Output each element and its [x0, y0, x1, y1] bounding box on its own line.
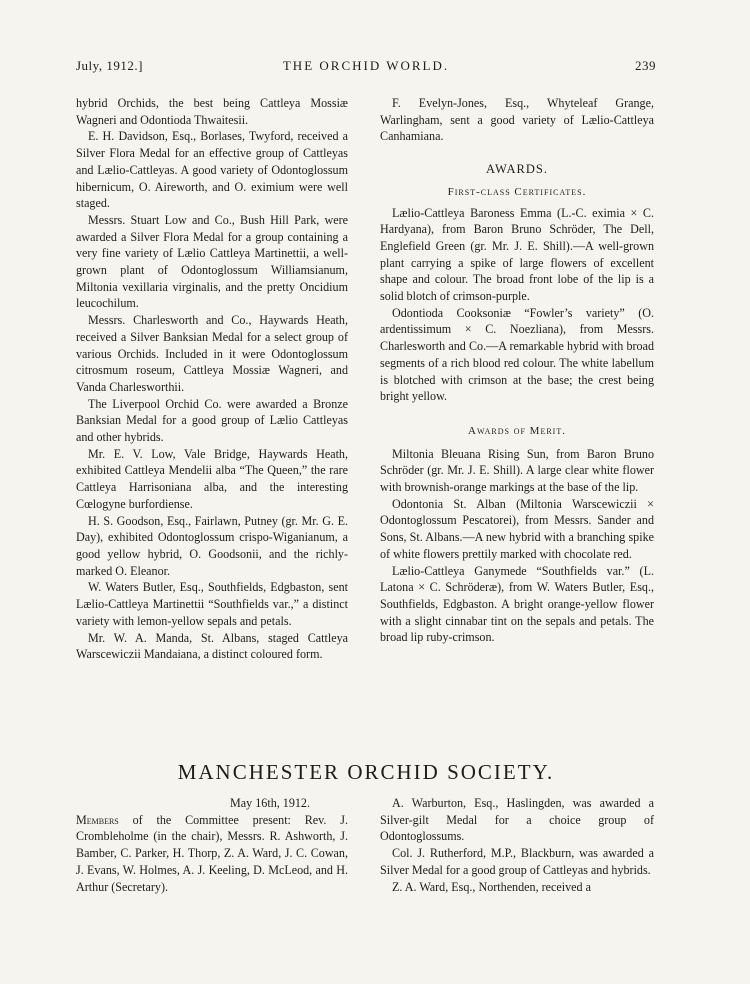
paragraph: E. H. Davidson, Esq., Borlases, Twyford, received a Silver Flora Medal for an effective group of Cattleyas and Lælio-Cattleyas. A good variety of Odontoglossum hibernicum, O. Aireworth, and O. eximium were well staged.: [76, 129, 348, 211]
paragraph: Col. J. Rutherford, M.P., Blackburn, was awarded a Silver Medal for a good group of Cattleyas and hybrids.: [380, 846, 654, 877]
paragraph: W. Waters Butler, Esq., Southfields, Edgbaston, sent Lælio-Cattleya Martinettii “Southfields var.,” a distinct variety with lemon-yellow sepals and petals.: [76, 580, 348, 628]
paragraph: Mr. E. V. Low, Vale Bridge, Haywards Heath, exhibited Cattleya Mendelii alba “The Queen,” the rare Cattleya Harrisoniana alba, and the interesting Cœlogyne burfordiense.: [76, 446, 348, 511]
paragraph: [76, 812, 348, 896]
merit-heading: Awards of Merit.: [468, 424, 566, 437]
meeting-date: May 16th, 1912.: [230, 796, 310, 810]
paragraph: H. S. Goodson, Esq., Fairlawn, Putney (gr. Mr. G. E. Day), exhibited Odontoglossum crispo-Wiganianum, a good yellow hybrid, O. Goodsonii, and the richly-marked O. Eleanor.: [76, 513, 348, 578]
right-column: [380, 95, 654, 646]
running-header: [76, 58, 656, 78]
awards-heading: AWARDS.: [486, 162, 548, 177]
society-left-column: [76, 795, 348, 895]
paragraph: Messrs. Stuart Low and Co., Bush Hill Park, were awarded a Silver Flora Medal for a group containing a very fine variety of Lælio Cattleya Martinettii, a well-grown plant of Odontoglossum Williamsianum, Miltonia vexillaria virginalis, and the pretty Oncidium leucochilum.: [76, 212, 348, 311]
page-number: 239: [635, 58, 656, 73]
paragraph: hybrid Orchids, the best being Cattleya Mossiæ Wagneri and Odontioda Thwaitesii.: [76, 96, 348, 127]
paragraph: Mr. W. A. Manda, St. Albans, staged Cattleya Warscewiczii Mandaiana, a distinct coloured form.: [76, 630, 348, 662]
paragraph: A. Warburton, Esq., Haslingden, was awarded a Silver-gilt Medal for a choice group of Odontoglossums.: [380, 796, 654, 844]
first-class-heading: First-class Certificates.: [447, 185, 587, 198]
paragraph: The Liverpool Orchid Co. were awarded a Bronze Banksian Medal for a good group of Lælio Cattleyas and other hybrids.: [76, 396, 348, 445]
section-heading: MANCHESTER ORCHID SOCIETY.: [177, 760, 555, 784]
paragraph: Messrs. Charlesworth and Co., Haywards Heath, received a Silver Banksian Medal for a select group of various Orchids. Included in it were Odontoglossum citrosmum roseum, Cattleya Mossiæ Wagneri, and Vanda Charlesworthii.: [76, 313, 348, 394]
society-right-column: [380, 795, 654, 895]
issue-date: July, 1912.]: [76, 58, 143, 73]
award-entry: Lælio-Cattleya Ganymede “Southfields var.” (L. Latona × C. Schröderæ), from W. Waters Butler, Esq., Southfields, Edgbaston. A bright orange-yellow flower with a slight cinnabar tint on the sepals and petals. The broad lip ruby-crimson.: [380, 563, 654, 645]
award-entry: Miltonia Bleuana Rising Sun, from Baron Bruno Schröder (gr. Mr. J. E. Shill). A large clear white flower with brownish-orange markings at the base of the lip.: [380, 446, 654, 495]
members-text: of the Committee present: Rev. J. Crombleholme (in the chair), Messrs. R. Ashworth, J. Bamber, C. Parker, H. Thorp, Z. A. Ward, J. C. Cowan, J. Evans, W. Holmes, A. J. Keeling, D. McLeod, and H. Arthur (Secretary).: [76, 812, 348, 894]
left-column: [76, 95, 348, 663]
award-entry: Lælio-Cattleya Baroness Emma (L.-C. eximia × C. Hardyana), from Baron Bruno Schröder, The Dell, Englefield Green (gr. Mr. J. E. Shill).—A well-grown plant carrying a spike of large flowers of excellent shape and colour. The broad front lobe of the lip is a solid blotch of crimson-purple.: [380, 205, 654, 304]
lead-word: Members: [76, 812, 119, 827]
award-entry: Odontioda Cooksoniæ “Fowler’s variety” (O. ardentissimum × C. Noezliana), from Messrs. Charlesworth and Co.—A remarkable hybrid with broad segments of a rich blood red colour. The white labellum is blotched with crimson at the base; the crest being bright yellow.: [380, 305, 654, 404]
paragraph: F. Evelyn-Jones, Esq., Whyteleaf Grange, Warlingham, sent a good variety of Lælio-Cattleya Canhamiana.: [380, 96, 654, 144]
award-entry: Odontonia St. Alban (Miltonia Warscewiczii × Odontoglossum Pescatorei), from Messrs. Sander and Sons, St. Albans.—A new hybrid with a branching spike of white flowers prettily marked with chocolate red.: [380, 496, 654, 561]
paragraph: Z. A. Ward, Esq., Northenden, received a: [392, 879, 591, 894]
journal-title: THE ORCHID WORLD.: [282, 58, 450, 73]
